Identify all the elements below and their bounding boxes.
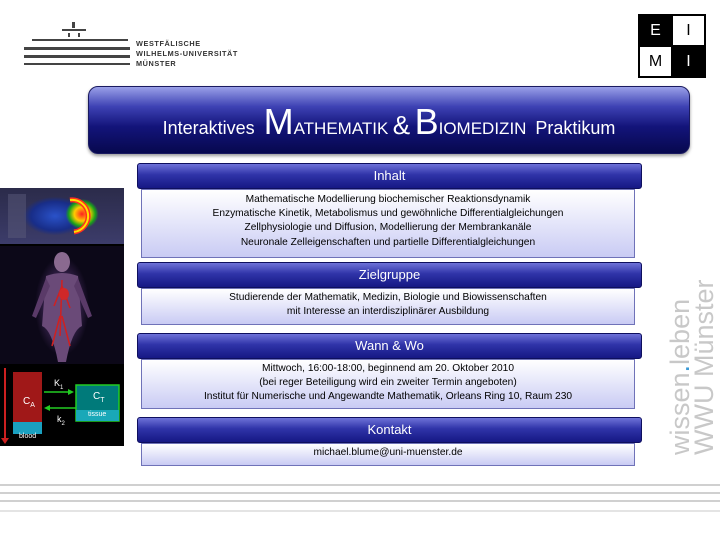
section-header-kontakt: Kontakt [137, 417, 642, 443]
wann-wo-line: (bei reger Beteiligung wird ein zweiter Termin angeboten) [259, 377, 517, 389]
zielgruppe-line: Studierende der Mathematik, Medizin, Biologie und Biowissenschaften [229, 292, 547, 303]
university-name-line3: MÜNSTER [136, 59, 177, 68]
footer-divider [0, 484, 720, 486]
inhalt-line: Mathematische Modellierung biochemischer Reaktionsdynamik [245, 194, 531, 205]
section-box-kontakt [141, 443, 635, 466]
eimi-letter-e: E [640, 16, 671, 45]
ct-label: $C_T$ [93, 391, 105, 404]
wwu-slogan [665, 279, 719, 456]
title-m-initial: M [263, 101, 294, 142]
inhalt-line: Zellphysiologie und Diffusion, Modellierung der Membrankanäle [244, 222, 532, 234]
footer-divider [0, 492, 720, 494]
eimi-letter-i-bottom: I [673, 47, 704, 76]
eimi-letter-i-top: I [673, 16, 704, 45]
university-name-line1: WESTFÄLISCHE [136, 39, 201, 48]
section-box-wann-wo [141, 359, 635, 409]
page-title [89, 101, 689, 143]
slogan-line2: WWU Münster [689, 279, 719, 455]
tissue-label: tissue [88, 411, 107, 418]
university-name [136, 39, 238, 69]
anatomy-figure-image [0, 246, 124, 364]
university-logo-icon [22, 20, 134, 72]
wann-wo-line: Mittwoch, 16:00-18:00, beginnend am 20. Oktober 2010 [261, 363, 515, 374]
eimi-logo [638, 14, 706, 78]
eimi-letter-m: M [640, 47, 671, 76]
compartment-diagram [0, 366, 124, 446]
title-mathematik: ATHEMATIK [293, 119, 389, 138]
wann-wo-line: Institut für Numerische und Angewandte Mathematik, Orleans Ring 10, Raum 230 [203, 391, 573, 403]
title-banner [88, 86, 690, 154]
title-biomedizin: IOMEDIZIN [438, 119, 527, 138]
pet-scan-image [0, 188, 124, 244]
illustration-column [0, 188, 124, 446]
title-ampersand: & [392, 110, 411, 140]
footer-divider [0, 500, 720, 502]
blood-label: blood [19, 433, 37, 440]
slogan-line1: wissen.leben [665, 298, 695, 455]
footer-divider [0, 510, 720, 512]
section-box-zielgruppe [141, 288, 635, 325]
section-header-inhalt: Inhalt [137, 163, 642, 189]
k2-label: $k_2$ [57, 414, 65, 427]
section-header-zielgruppe: Zielgruppe [137, 262, 642, 288]
contact-email[interactable]: michael.blume@uni-muenster.de [313, 447, 463, 458]
title-b-initial: B [414, 101, 439, 142]
zielgruppe-line: mit Interesse an interdisziplinärer Ausbildung [286, 306, 490, 318]
ca-label: $C_A$ [23, 396, 35, 409]
title-prefix: Interaktives [162, 118, 255, 138]
inhalt-line: Enzymatische Kinetik, Metabolismus und gewöhnliche Differentialgleichungen [212, 208, 564, 220]
title-suffix: Praktikum [535, 118, 616, 138]
section-box-inhalt [141, 189, 635, 258]
university-name-line2: WILHELMS-UNIVERSITÄT [136, 49, 238, 58]
section-header-wann-wo: Wann & Wo [137, 333, 642, 359]
k1-label: $K_1$ [54, 378, 64, 391]
inhalt-line: Neuronale Zelleigenschaften und partielle Differentialgleichungen [240, 236, 536, 248]
